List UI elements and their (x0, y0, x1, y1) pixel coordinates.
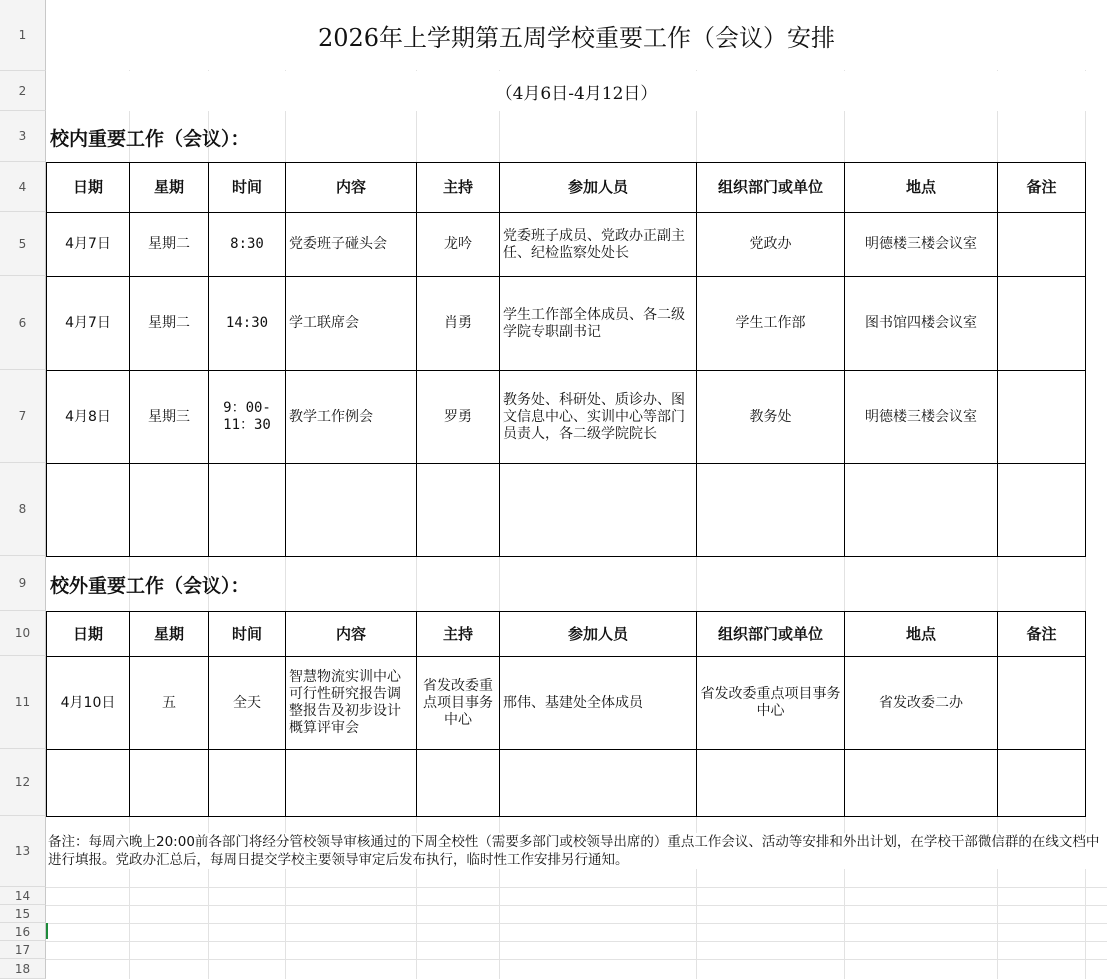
header-cell-attendees[interactable]: 参加人员 (500, 612, 697, 657)
row-header[interactable]: 10 (0, 611, 46, 656)
cell-host[interactable]: 省发改委重点项目事务中心 (417, 657, 500, 750)
cell-remarks[interactable] (998, 464, 1086, 557)
cell-weekday[interactable] (130, 750, 209, 817)
header-cell-location[interactable]: 地点 (845, 163, 998, 213)
table-row-empty (47, 464, 1086, 557)
cell-organizer[interactable]: 教务处 (697, 371, 845, 464)
cell-time[interactable] (209, 464, 286, 557)
header-cell-attendees[interactable]: 参加人员 (500, 163, 697, 213)
cell-time[interactable]: 全天 (209, 657, 286, 750)
cell-date[interactable] (47, 464, 130, 557)
cell-location[interactable]: 省发改委二办 (845, 657, 998, 750)
cell-date[interactable]: 4月8日 (47, 371, 130, 464)
header-cell-date[interactable]: 日期 (47, 163, 130, 213)
table-row (47, 277, 1086, 371)
header-cell-weekday[interactable]: 星期 (130, 612, 209, 657)
cell-organizer[interactable]: 学生工作部 (697, 277, 845, 371)
cell-content[interactable]: 学工联席会 (286, 277, 417, 371)
row-header[interactable]: 16 (0, 923, 46, 941)
cell-content[interactable]: 教学工作例会 (286, 371, 417, 464)
header-cell-weekday[interactable]: 星期 (130, 163, 209, 213)
section-label-external[interactable]: 校外重要工作（会议）： (50, 574, 250, 597)
cell-weekday[interactable]: 星期二 (130, 277, 209, 371)
row-header[interactable]: 3 (0, 111, 46, 162)
row-header[interactable]: 17 (0, 941, 46, 959)
cell-date[interactable]: 4月7日 (47, 277, 130, 371)
cell-content[interactable]: 党委班子碰头会 (286, 213, 417, 277)
sheet-title[interactable]: 2026年上学期第五周学校重要工作（会议）安排 (46, 0, 1107, 70)
header-cell-host[interactable]: 主持 (417, 163, 500, 213)
row-header[interactable]: 11 (0, 656, 46, 749)
cell-remarks[interactable] (998, 657, 1086, 750)
header-cell-location[interactable]: 地点 (845, 612, 998, 657)
cell-organizer[interactable] (697, 464, 845, 557)
cell-remarks[interactable] (998, 213, 1086, 277)
row-header[interactable]: 7 (0, 370, 46, 463)
cell-time[interactable]: 8:30 (209, 213, 286, 277)
table-header-row (47, 163, 1086, 213)
cell-attendees[interactable]: 学生工作部全体成员、各二级学院专职副书记 (500, 277, 697, 371)
section-label-internal[interactable]: 校内重要工作（会议）： (50, 127, 250, 150)
header-cell-remarks[interactable]: 备注 (998, 163, 1086, 213)
row-header[interactable]: 2 (0, 71, 46, 111)
header-cell-organizer[interactable]: 组织部门或单位 (697, 612, 845, 657)
table-row (47, 371, 1086, 464)
cell-attendees[interactable] (500, 464, 697, 557)
row-header[interactable]: 18 (0, 959, 46, 979)
cell-host[interactable]: 罗勇 (417, 371, 500, 464)
row-header[interactable]: 1 (0, 0, 46, 71)
cell-date[interactable]: 4月7日 (47, 213, 130, 277)
cell-weekday[interactable]: 星期三 (130, 371, 209, 464)
cell-location[interactable]: 明德楼三楼会议室 (845, 213, 998, 277)
cell-content[interactable] (286, 750, 417, 817)
header-cell-remarks[interactable]: 备注 (998, 612, 1086, 657)
header-cell-content[interactable]: 内容 (286, 163, 417, 213)
row-header[interactable]: 4 (0, 162, 46, 212)
header-cell-time[interactable]: 时间 (209, 612, 286, 657)
cell-attendees[interactable]: 邢伟、基建处全体成员 (500, 657, 697, 750)
cell-organizer[interactable]: 省发改委重点项目事务中心 (697, 657, 845, 750)
header-cell-time[interactable]: 时间 (209, 163, 286, 213)
cell-weekday[interactable]: 五 (130, 657, 209, 750)
cell-host[interactable]: 肖勇 (417, 277, 500, 371)
sheet-subtitle[interactable]: （4月6日-4月12日） (46, 71, 1107, 111)
row-header[interactable]: 13 (0, 816, 46, 887)
row-header[interactable]: 15 (0, 905, 46, 923)
cell-weekday[interactable] (130, 464, 209, 557)
cell-host[interactable] (417, 750, 500, 817)
row-header[interactable]: 9 (0, 556, 46, 611)
header-cell-date[interactable]: 日期 (47, 612, 130, 657)
cell-time[interactable] (209, 750, 286, 817)
internal-work-table (46, 162, 1086, 557)
cell-remarks[interactable] (998, 277, 1086, 371)
row-header[interactable]: 5 (0, 212, 46, 276)
cell-date[interactable]: 4月10日 (47, 657, 130, 750)
active-cell-marker (46, 923, 48, 939)
cell-host[interactable]: 龙吟 (417, 213, 500, 277)
header-cell-content[interactable]: 内容 (286, 612, 417, 657)
table-row (47, 657, 1086, 750)
cell-location[interactable]: 明德楼三楼会议室 (845, 371, 998, 464)
table-header-row (47, 612, 1086, 657)
cell-remarks[interactable] (998, 371, 1086, 464)
cell-host[interactable] (417, 464, 500, 557)
cell-remarks[interactable] (998, 750, 1086, 817)
cell-date[interactable] (47, 750, 130, 817)
header-cell-host[interactable]: 主持 (417, 612, 500, 657)
cell-location[interactable] (845, 464, 998, 557)
cell-organizer[interactable] (697, 750, 845, 817)
row-header[interactable]: 6 (0, 276, 46, 370)
cell-attendees[interactable]: 党委班子成员、党政办正副主任、纪检监察处处长 (500, 213, 697, 277)
cell-time[interactable]: 9：00-11：30 (209, 371, 286, 464)
cell-attendees[interactable]: 教务处、科研处、质诊办、图文信息中心、实训中心等部门员责人，各二级学院院长 (500, 371, 697, 464)
table-row-empty (47, 750, 1086, 817)
row-header[interactable]: 8 (0, 463, 46, 556)
header-cell-organizer[interactable]: 组织部门或单位 (697, 163, 845, 213)
row-header[interactable]: 14 (0, 887, 46, 905)
row-header[interactable]: 12 (0, 749, 46, 816)
cell-time[interactable]: 14:30 (209, 277, 286, 371)
footnote-remark[interactable]: 备注：每周六晚上20:00前各部门将经分管校领导审核通过的下周全校性（需要多部门或校领导出席的）重点工作会议、活动等安排和外出计划，在学校干部微信群的在线文档中进行填报。党政办汇总后，每周日提交学校主要领导审定后发布执行，临时性工作安排另行通知。 (48, 834, 1100, 868)
cell-weekday[interactable]: 星期二 (130, 213, 209, 277)
cell-content[interactable] (286, 464, 417, 557)
cell-location[interactable] (845, 750, 998, 817)
cell-attendees[interactable] (500, 750, 697, 817)
table-row (47, 213, 1086, 277)
cell-location[interactable]: 图书馆四楼会议室 (845, 277, 998, 371)
external-work-table (46, 611, 1086, 817)
cell-content[interactable]: 智慧物流实训中心可行性研究报告调整报告及初步设计概算评审会 (286, 657, 417, 750)
cell-organizer[interactable]: 党政办 (697, 213, 845, 277)
